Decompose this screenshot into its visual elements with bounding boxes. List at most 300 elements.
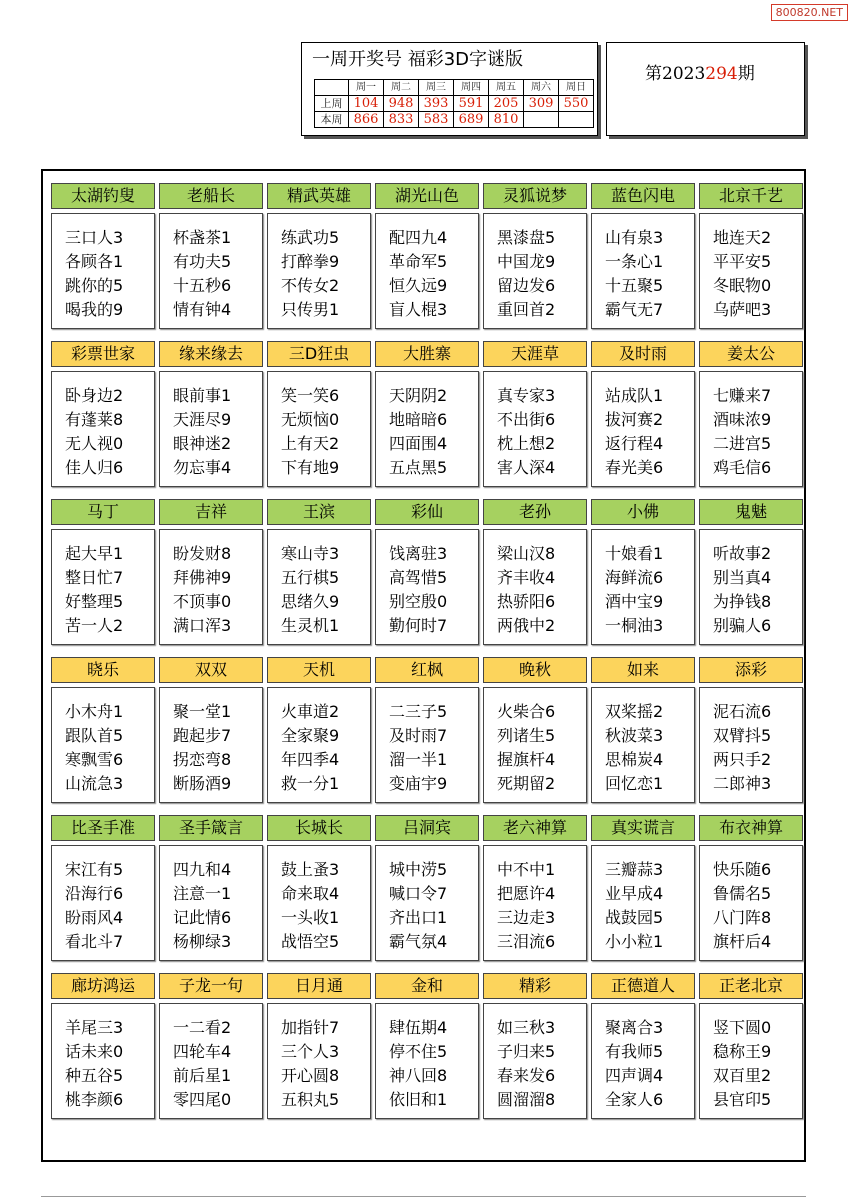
riddle-box (51, 213, 155, 329)
riddle-box (375, 845, 479, 961)
draw-number: 591 (454, 96, 489, 112)
riddle-line: 盲人棍3 (389, 300, 448, 319)
riddle-block (375, 657, 479, 803)
riddle-line: 一条心1 (605, 252, 664, 271)
riddle-block (267, 973, 371, 1119)
riddle-block (51, 183, 155, 329)
riddle-line: 饯离驻3 (389, 544, 448, 563)
riddle-block (375, 815, 479, 961)
riddle-block (159, 657, 263, 803)
riddle-box (699, 371, 803, 487)
riddle-line: 一头收1 (281, 908, 340, 927)
riddle-line: 有功夫5 (173, 252, 232, 271)
riddle-line: 山有泉3 (605, 228, 664, 247)
author-label: 真实谎言 (591, 815, 695, 841)
riddle-line: 中不中1 (497, 860, 556, 879)
riddle-line: 思棉炭4 (605, 750, 664, 769)
riddle-line: 返行程4 (605, 434, 664, 453)
issue-number (645, 59, 755, 84)
riddle-line: 全家聚9 (281, 726, 340, 745)
riddle-line: 三泪流6 (497, 932, 556, 951)
riddle-line: 上有天2 (281, 434, 340, 453)
riddle-line: 拜佛神9 (173, 568, 232, 587)
riddle-line: 泥石流6 (713, 702, 772, 721)
author-label: 大胜寨 (375, 341, 479, 367)
author-label: 鬼魅 (699, 499, 803, 525)
riddle-line: 革命军5 (389, 252, 448, 271)
author-label: 布衣神算 (699, 815, 803, 841)
issue-prefix: 第2023 (645, 64, 706, 84)
riddle-box (159, 845, 263, 961)
riddle-line: 如三秋3 (497, 1018, 556, 1037)
riddle-line: 十娘看1 (605, 544, 664, 563)
riddle-box (591, 1003, 695, 1119)
riddle-line: 宋江有5 (65, 860, 124, 879)
riddle-box (159, 529, 263, 645)
riddle-line: 聚一堂1 (173, 702, 232, 721)
riddle-line: 二郎神3 (713, 774, 772, 793)
riddle-line: 火車道2 (281, 702, 340, 721)
riddle-box (483, 529, 587, 645)
riddle-line: 别当真4 (713, 568, 772, 587)
riddle-line: 黑漆盘5 (497, 228, 556, 247)
draw-number: 833 (384, 112, 419, 128)
riddle-line: 真专家3 (497, 386, 556, 405)
riddle-line: 竖下圆0 (713, 1018, 772, 1037)
riddle-block (483, 657, 587, 803)
riddle-block (267, 341, 371, 487)
author-label: 正老北京 (699, 973, 803, 999)
riddle-line: 梁山汉8 (497, 544, 556, 563)
row-label: 本周 (315, 112, 349, 128)
draw-number: 583 (419, 112, 454, 128)
riddle-line: 鸡毛信6 (713, 458, 772, 477)
riddle-line: 天阴阴2 (389, 386, 448, 405)
riddle-line: 小小粒1 (605, 932, 664, 951)
riddle-line: 五点黑5 (389, 458, 448, 477)
riddle-line: 春光美6 (605, 458, 664, 477)
author-label: 添彩 (699, 657, 803, 683)
riddle-line: 一桐油3 (605, 616, 664, 635)
riddle-line: 四轮车4 (173, 1042, 232, 1061)
draw-number (559, 112, 594, 128)
riddle-line: 下有地9 (281, 458, 340, 477)
riddle-line: 勿忘事4 (173, 458, 232, 477)
riddle-line: 别骗人6 (713, 616, 772, 635)
riddle-block (375, 341, 479, 487)
riddle-line: 依旧和1 (389, 1090, 448, 1109)
riddle-line: 整日忙7 (65, 568, 124, 587)
author-label: 圣手箴言 (159, 815, 263, 841)
riddle-line: 把愿许4 (497, 884, 556, 903)
riddle-line: 别空殷0 (389, 592, 448, 611)
riddle-box (591, 529, 695, 645)
bottom-divider (41, 1196, 806, 1197)
draw-number: 810 (489, 112, 524, 128)
author-label: 马丁 (51, 499, 155, 525)
riddle-line: 山流急3 (65, 774, 124, 793)
riddle-block (591, 499, 695, 645)
riddle-line: 及时雨7 (389, 726, 448, 745)
riddle-box (375, 687, 479, 803)
riddle-line: 酒味浓9 (713, 410, 772, 429)
riddle-block (483, 973, 587, 1119)
author-label: 北京千艺 (699, 183, 803, 209)
riddle-block (375, 183, 479, 329)
riddle-line: 无人视0 (65, 434, 124, 453)
riddle-box (159, 371, 263, 487)
author-label: 老六神算 (483, 815, 587, 841)
riddle-box (159, 1003, 263, 1119)
author-label: 彩票世家 (51, 341, 155, 367)
riddle-line: 不顶事0 (173, 592, 232, 611)
riddle-line: 十五秒6 (173, 276, 232, 295)
draw-number (524, 112, 559, 128)
riddle-line: 前后星1 (173, 1066, 232, 1085)
riddle-line: 地连天2 (713, 228, 772, 247)
riddle-box (591, 213, 695, 329)
day-label: 周日 (559, 80, 594, 96)
riddle-line: 听故事2 (713, 544, 772, 563)
author-label: 老孙 (483, 499, 587, 525)
riddle-box (267, 687, 371, 803)
riddle-line: 盼雨风4 (65, 908, 124, 927)
riddle-line: 二进宫5 (713, 434, 772, 453)
riddle-line: 思绪久9 (281, 592, 340, 611)
riddle-line: 二三子5 (389, 702, 448, 721)
riddle-line: 四声调4 (605, 1066, 664, 1085)
riddle-line: 为挣钱8 (713, 592, 772, 611)
riddle-line: 死期留2 (497, 774, 556, 793)
riddle-line: 重回首2 (497, 300, 556, 319)
riddle-box (267, 1003, 371, 1119)
riddle-block (375, 499, 479, 645)
riddle-line: 盼发财8 (173, 544, 232, 563)
riddle-block (591, 657, 695, 803)
riddle-line: 种五谷5 (65, 1066, 124, 1085)
corner-cell (315, 80, 349, 96)
riddle-block (51, 499, 155, 645)
riddle-line: 留边发6 (497, 276, 556, 295)
riddle-line: 酒中宝9 (605, 592, 664, 611)
weekly-results-table (314, 79, 594, 128)
riddle-line: 霸气无7 (605, 300, 664, 319)
author-label: 彩仙 (375, 499, 479, 525)
author-label: 及时雨 (591, 341, 695, 367)
riddle-line: 情有钟4 (173, 300, 232, 319)
riddle-block (591, 973, 695, 1119)
riddle-line: 勤何时7 (389, 616, 448, 635)
author-label: 正德道人 (591, 973, 695, 999)
riddle-line: 练武功5 (281, 228, 340, 247)
riddle-line: 城中涝5 (389, 860, 448, 879)
author-label: 天机 (267, 657, 371, 683)
day-header-row (315, 80, 594, 96)
riddle-line: 鼓上蚤3 (281, 860, 340, 879)
riddle-block (51, 973, 155, 1119)
riddle-box (483, 1003, 587, 1119)
riddle-line: 命来取4 (281, 884, 340, 903)
riddle-line: 战悟空5 (281, 932, 340, 951)
riddle-block (483, 341, 587, 487)
this-week-row (315, 112, 594, 128)
riddle-line: 断肠酒9 (173, 774, 232, 793)
riddle-line: 不传女2 (281, 276, 340, 295)
riddle-line: 四九和4 (173, 860, 232, 879)
riddle-box (159, 687, 263, 803)
riddle-line: 齐丰收4 (497, 568, 556, 587)
author-label: 湖光山色 (375, 183, 479, 209)
riddle-line: 话未来0 (65, 1042, 124, 1061)
riddle-line: 高驾惜5 (389, 568, 448, 587)
riddle-line: 圆溜溜8 (497, 1090, 556, 1109)
riddle-line: 各顾各1 (65, 252, 124, 271)
riddle-line: 三边走3 (497, 908, 556, 927)
riddle-line: 七赚来7 (713, 386, 772, 405)
day-label: 周四 (454, 80, 489, 96)
draw-number: 689 (454, 112, 489, 128)
riddle-line: 热骄阳6 (497, 592, 556, 611)
riddle-box (267, 213, 371, 329)
riddle-block (591, 183, 695, 329)
riddle-line: 害人深4 (497, 458, 556, 477)
author-label: 双双 (159, 657, 263, 683)
riddle-block (699, 183, 803, 329)
riddle-line: 只传男1 (281, 300, 340, 319)
row-label: 上周 (315, 96, 349, 112)
riddle-line: 四面围4 (389, 434, 448, 453)
riddle-block (591, 815, 695, 961)
riddle-line: 好整理5 (65, 592, 124, 611)
riddle-line: 羊尾三3 (65, 1018, 124, 1037)
riddle-line: 海鲜流6 (605, 568, 664, 587)
riddle-block (483, 183, 587, 329)
riddle-line: 肆伍期4 (389, 1018, 448, 1037)
riddle-block (159, 815, 263, 961)
riddle-block (51, 815, 155, 961)
riddle-line: 拔河赛2 (605, 410, 664, 429)
riddle-block (159, 973, 263, 1119)
draw-number: 866 (349, 112, 384, 128)
draw-number: 948 (384, 96, 419, 112)
riddle-box (375, 213, 479, 329)
riddle-block (699, 499, 803, 645)
draw-number: 309 (524, 96, 559, 112)
riddle-line: 县官印5 (713, 1090, 772, 1109)
riddle-block (591, 341, 695, 487)
riddle-box (375, 371, 479, 487)
riddle-line: 霸气氛4 (389, 932, 448, 951)
riddle-line: 业早成4 (605, 884, 664, 903)
riddle-line: 拐恋弯8 (173, 750, 232, 769)
riddle-block (375, 973, 479, 1119)
author-label: 蓝色闪电 (591, 183, 695, 209)
author-label: 王滨 (267, 499, 371, 525)
day-label: 周一 (349, 80, 384, 96)
author-label: 红枫 (375, 657, 479, 683)
draw-results-panel (301, 42, 598, 136)
riddle-line: 沿海行6 (65, 884, 124, 903)
riddle-block (699, 657, 803, 803)
riddle-box (375, 1003, 479, 1119)
riddle-box (699, 213, 803, 329)
riddle-line: 卧身边2 (65, 386, 124, 405)
riddle-line: 三口人3 (65, 228, 124, 247)
riddle-line: 佳人归6 (65, 458, 124, 477)
riddle-line: 喊口令7 (389, 884, 448, 903)
riddle-line: 齐出口1 (389, 908, 448, 927)
riddle-line: 全家人6 (605, 1090, 664, 1109)
riddle-block (159, 183, 263, 329)
riddle-block (267, 657, 371, 803)
riddle-box (159, 213, 263, 329)
riddle-box (699, 845, 803, 961)
author-label: 太湖钓叟 (51, 183, 155, 209)
riddle-box (267, 845, 371, 961)
author-label: 金和 (375, 973, 479, 999)
author-label: 姜太公 (699, 341, 803, 367)
riddle-block (51, 657, 155, 803)
author-label: 晓乐 (51, 657, 155, 683)
riddle-line: 救一分1 (281, 774, 340, 793)
riddle-line: 站成队1 (605, 386, 664, 405)
riddle-line: 寒山寺3 (281, 544, 340, 563)
riddle-line: 有蓬莱8 (65, 410, 124, 429)
riddle-box (699, 529, 803, 645)
riddle-line: 乌萨吧3 (713, 300, 772, 319)
riddle-line: 跟队首5 (65, 726, 124, 745)
riddle-line: 年四季4 (281, 750, 340, 769)
riddle-block (699, 815, 803, 961)
riddle-line: 中国龙9 (497, 252, 556, 271)
author-label: 廊坊鸿运 (51, 973, 155, 999)
riddle-line: 秋波菜3 (605, 726, 664, 745)
riddle-line: 溜一半1 (389, 750, 448, 769)
riddle-line: 火柴合6 (497, 702, 556, 721)
riddle-box (51, 845, 155, 961)
riddle-block (699, 973, 803, 1119)
draw-number: 393 (419, 96, 454, 112)
riddle-line: 看北斗7 (65, 932, 124, 951)
riddle-line: 五积丸5 (281, 1090, 340, 1109)
riddle-line: 无烦恼0 (281, 410, 340, 429)
riddle-box (51, 371, 155, 487)
riddle-box (591, 687, 695, 803)
riddle-line: 开心圆8 (281, 1066, 340, 1085)
author-label: 长城长 (267, 815, 371, 841)
riddle-box (591, 845, 695, 961)
riddle-block (267, 499, 371, 645)
riddle-line: 两俄中2 (497, 616, 556, 635)
author-label: 吕洞宾 (375, 815, 479, 841)
panel-title: 一周开奖号 福彩3D字谜版 (312, 49, 524, 70)
riddle-line: 旗杆后4 (713, 932, 772, 951)
issue-highlight: 294 (705, 64, 738, 84)
author-label: 小佛 (591, 499, 695, 525)
riddle-line: 子归来5 (497, 1042, 556, 1061)
riddle-line: 杨柳绿3 (173, 932, 232, 951)
riddle-line: 鲁儒名5 (713, 884, 772, 903)
riddle-line: 战鼓园5 (605, 908, 664, 927)
riddle-line: 列诸生5 (497, 726, 556, 745)
riddle-box (51, 687, 155, 803)
riddle-line: 恒久远9 (389, 276, 448, 295)
riddle-grid (41, 169, 806, 1162)
riddle-line: 笑一笑6 (281, 386, 340, 405)
riddle-line: 加指针7 (281, 1018, 340, 1037)
riddle-line: 有我师5 (605, 1042, 664, 1061)
draw-number: 104 (349, 96, 384, 112)
riddle-line: 起大早1 (65, 544, 124, 563)
riddle-block (267, 815, 371, 961)
riddle-line: 记此情6 (173, 908, 232, 927)
riddle-block (699, 341, 803, 487)
riddle-line: 平平安5 (713, 252, 772, 271)
riddle-line: 回忆恋1 (605, 774, 664, 793)
author-label: 灵狐说梦 (483, 183, 587, 209)
issue-panel (606, 42, 805, 136)
author-label: 如来 (591, 657, 695, 683)
author-label: 精彩 (483, 973, 587, 999)
riddle-line: 桃李颜6 (65, 1090, 124, 1109)
riddle-line: 双臂抖5 (713, 726, 772, 745)
riddle-line: 寒飘雪6 (65, 750, 124, 769)
day-label: 周二 (384, 80, 419, 96)
riddle-line: 两只手2 (713, 750, 772, 769)
author-label: 天涯草 (483, 341, 587, 367)
riddle-box (483, 213, 587, 329)
day-label: 周三 (419, 80, 454, 96)
riddle-box (483, 371, 587, 487)
last-week-row (315, 96, 594, 112)
riddle-box (267, 529, 371, 645)
riddle-block (483, 499, 587, 645)
riddle-line: 双桨摇2 (605, 702, 664, 721)
riddle-box (375, 529, 479, 645)
author-label: 缘来缘去 (159, 341, 263, 367)
riddle-line: 生灵机1 (281, 616, 340, 635)
riddle-box (591, 371, 695, 487)
riddle-line: 三个人3 (281, 1042, 340, 1061)
riddle-line: 打醉拳9 (281, 252, 340, 271)
author-label: 比圣手准 (51, 815, 155, 841)
riddle-line: 聚离合3 (605, 1018, 664, 1037)
riddle-line: 春来发6 (497, 1066, 556, 1085)
riddle-line: 握旗杆4 (497, 750, 556, 769)
riddle-line: 变庙宇9 (389, 774, 448, 793)
day-label: 周五 (489, 80, 524, 96)
riddle-line: 十五聚5 (605, 276, 664, 295)
riddle-line: 跳你的5 (65, 276, 124, 295)
riddle-line: 一二看2 (173, 1018, 232, 1037)
riddle-line: 零四尾0 (173, 1090, 232, 1109)
riddle-line: 神八回8 (389, 1066, 448, 1085)
riddle-block (483, 815, 587, 961)
riddle-line: 枕上想2 (497, 434, 556, 453)
riddle-box (699, 1003, 803, 1119)
riddle-line: 天涯尽9 (173, 410, 232, 429)
author-label: 吉祥 (159, 499, 263, 525)
riddle-line: 杯盏茶1 (173, 228, 232, 247)
day-label: 周六 (524, 80, 559, 96)
draw-number: 550 (559, 96, 594, 112)
riddle-line: 停不住5 (389, 1042, 448, 1061)
riddle-line: 满口浑3 (173, 616, 232, 635)
draw-number: 205 (489, 96, 524, 112)
riddle-line: 苦一人2 (65, 616, 124, 635)
riddle-block (267, 183, 371, 329)
riddle-line: 眼神迷2 (173, 434, 232, 453)
